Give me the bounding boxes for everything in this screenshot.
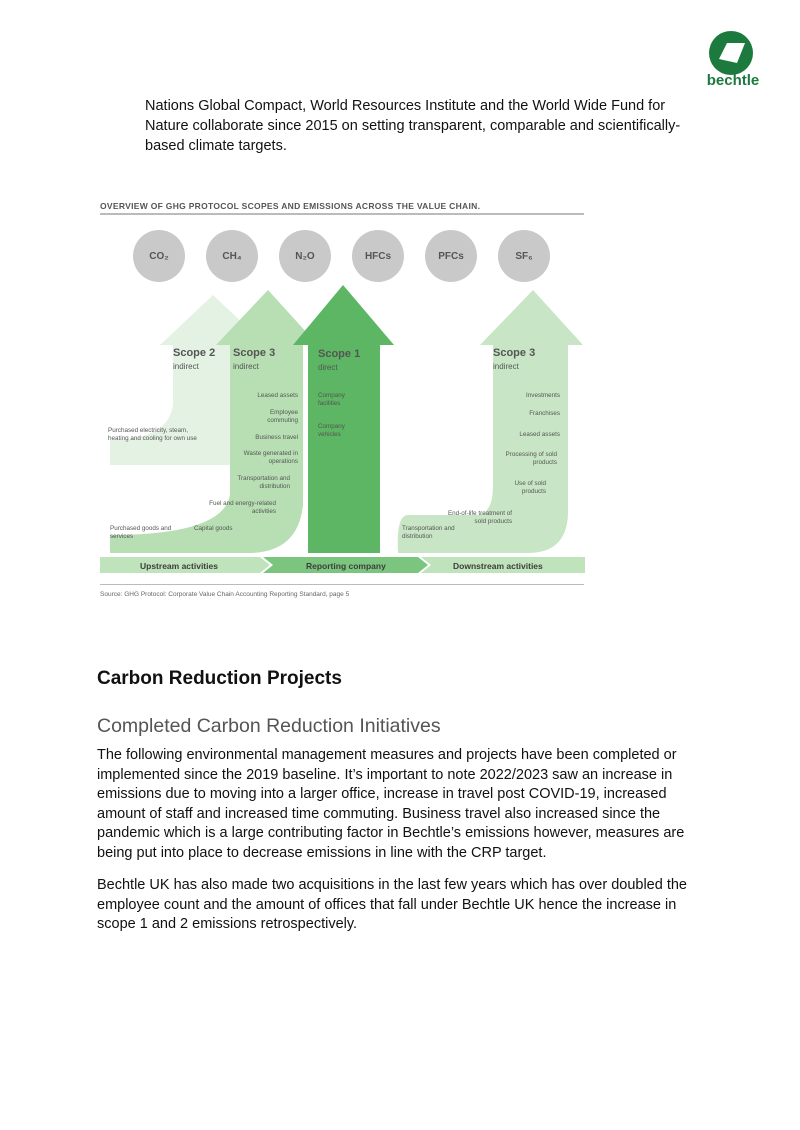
gas-hfcs: HFCs: [352, 230, 404, 282]
gas-pfcs: PFCs: [425, 230, 477, 282]
scope1-title: Scope 1: [318, 348, 361, 360]
label-investments: Investments: [526, 392, 560, 399]
band-rule: [100, 584, 584, 585]
scope1-sub: direct: [318, 363, 338, 372]
scope3-up-sub: indirect: [233, 362, 259, 371]
intro-paragraph: Nations Global Compact, World Resources Institute and the World Wide Fund for Nature collaborate since 2015 on setting transparent, comparable and scientifically-based climate targets.: [145, 98, 681, 154]
label-end-of-life: End-of-life treatment of sold products: [447, 510, 512, 525]
gas-ch4: CH₄: [206, 230, 258, 282]
figure-source: Source: GHG Protocol: Corporate Value Chain Accounting Reporting Standard, page 5: [100, 591, 350, 598]
label-business-travel: Business travel: [255, 434, 298, 441]
scope2-title: Scope 2: [173, 347, 216, 359]
label-company-vehicles: Company vehicles: [318, 423, 345, 438]
label-leased-assets: Leased assets: [257, 392, 298, 399]
label-transport-down: Transportation and distribution: [402, 525, 455, 540]
label-leased-assets-down: Leased assets: [519, 431, 560, 438]
label-fuel-energy: Fuel and energy-related activities: [209, 500, 276, 515]
band-downstream: Downstream activities: [453, 561, 543, 571]
label-processing: Processing of sold products: [505, 451, 557, 466]
label-franchises: Franchises: [529, 410, 560, 417]
label-purchased-goods: Purchased goods and services: [110, 525, 172, 540]
label-transport-up: Transportation and distribution: [237, 475, 290, 490]
gas-n2o: N₂O: [279, 230, 331, 282]
gas-sf6: SF₆: [498, 230, 550, 282]
label-capital-goods: Capital goods: [194, 525, 233, 532]
paragraph-initiatives: The following environmental management measures and projects have been completed or implemented since the 2019 baseline. It’s important to note 2022/2023 saw an increase in emissions due to moving into a larger office, increase in travel post COVID-19, increased amount of staff and increased time commuting. Business travel also increased since the pandemic which is a large contributing factor in Bechtle’s emissions however, measures are being put into place to decrease emissions in line with the CRP target.: [97, 747, 685, 861]
scope1-arrow: [293, 285, 394, 553]
scope3-down-sub: indirect: [493, 362, 519, 371]
band-reporting: Reporting company: [306, 561, 386, 571]
section-heading: Carbon Reduction Projects: [97, 668, 342, 689]
label-use-sold: Use of sold products: [514, 480, 546, 495]
scope3-down-title: Scope 3: [493, 347, 536, 359]
bechtle-logo-text: bechtle: [706, 72, 760, 89]
label-company-facilities: Company facilities: [318, 392, 345, 407]
label-waste: Waste generated in operations: [243, 450, 298, 465]
scope3-up-title: Scope 3: [233, 347, 276, 359]
paragraph-acquisitions: Bechtle UK has also made two acquisitions in the last few years which has over doubled the employee count and the amount of offices that fall under Bechtle UK hence the increase in scope 1 and 2 emissions retrospectively.: [97, 877, 687, 932]
label-purchased-electricity: Purchased electricity, steam, heating and cooling for own use: [108, 427, 197, 442]
band-upstream: Upstream activities: [140, 561, 218, 571]
figure-title: OVERVIEW OF GHG PROTOCOL SCOPES AND EMISSIONS ACROSS THE VALUE CHAIN.: [100, 201, 481, 211]
scope2-sub: indirect: [173, 362, 199, 371]
label-employee-commuting: Employee commuting: [267, 409, 298, 424]
section-subheading: Completed Carbon Reduction Initiatives: [97, 715, 441, 737]
gas-co2: CO₂: [133, 230, 185, 282]
